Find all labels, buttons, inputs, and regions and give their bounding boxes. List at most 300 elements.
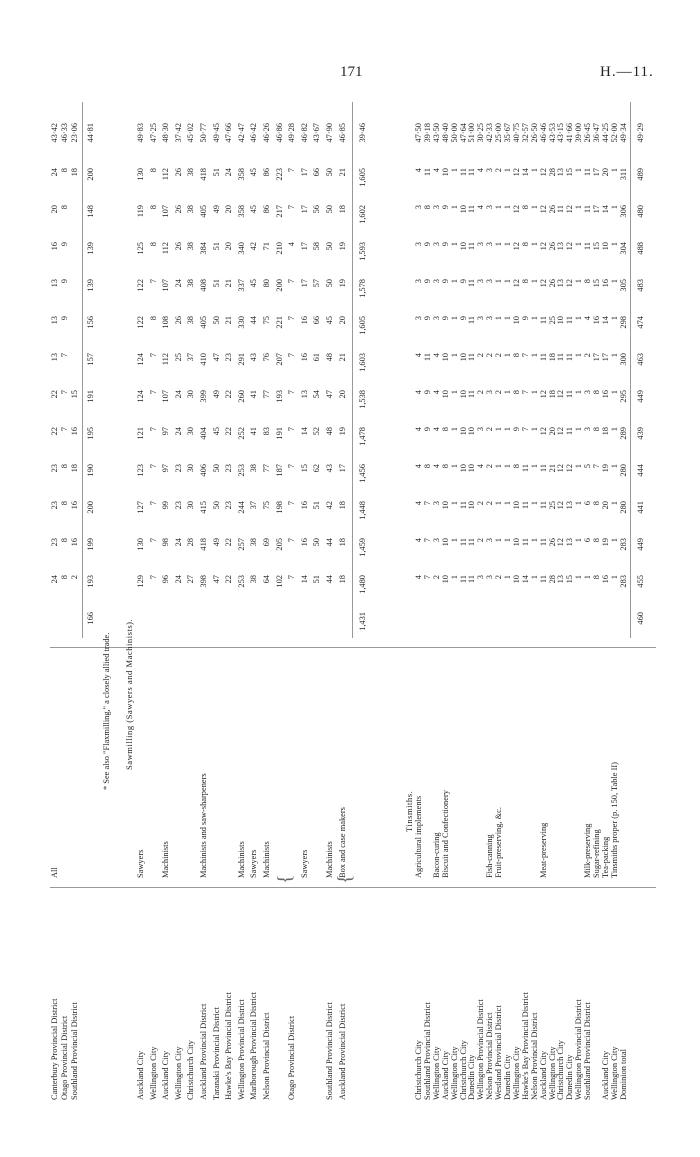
table-cell: 22: [50, 390, 59, 399]
table-cell: 11: [467, 575, 477, 584]
table-cell: 18: [70, 168, 79, 177]
district-label: Auckland City: [538, 1050, 548, 1100]
industry-label: Tea-packing: [600, 836, 610, 878]
table-cell: 42: [249, 242, 259, 251]
table-cell: 1: [503, 501, 512, 506]
table-cell: 280: [618, 501, 628, 514]
table-cell: 7: [520, 427, 530, 432]
industry-label: Bacon-curing: [431, 832, 441, 878]
table-cell: 4: [431, 427, 441, 432]
table-cell: 8: [148, 316, 158, 321]
table-cell: 122: [136, 279, 145, 292]
table-cell: 10: [440, 390, 450, 399]
table-cell: 17: [337, 464, 347, 473]
total-cell: 1,603: [358, 353, 368, 372]
table-cell: 50: [211, 501, 221, 510]
table-cell: 10: [458, 464, 468, 473]
table-cell: 7: [287, 390, 297, 395]
table-cell: 30: [186, 501, 196, 510]
table-cell: 28: [186, 538, 196, 547]
table-cell: 41: [249, 427, 259, 436]
table-cell: 26: [547, 538, 557, 547]
table-cell: 4: [414, 390, 423, 395]
table-cell: 223: [274, 168, 284, 181]
table-cell: 42·33: [485, 123, 495, 143]
table-cell: 3: [476, 575, 486, 580]
table-cell: 10: [600, 242, 610, 251]
table-cell: 399: [199, 390, 208, 403]
district-label: Wellington City: [511, 1046, 521, 1100]
table-cell: 1: [449, 168, 459, 173]
table-cell: 406: [199, 464, 208, 477]
table-cell: 49: [211, 390, 221, 399]
table-cell: 16: [299, 538, 309, 547]
table-cell: 1: [449, 538, 459, 543]
table-cell: 26: [547, 279, 557, 288]
table-cell: 64: [262, 575, 271, 584]
table-cell: 415: [199, 501, 208, 514]
total-cell: 199: [86, 538, 95, 551]
total-cell: 489: [635, 168, 645, 181]
district-label: Nelson Provincial District: [529, 1012, 539, 1100]
table-cell: 130: [136, 538, 145, 551]
table-cell: 8: [422, 464, 432, 469]
table-cell: 12: [565, 279, 575, 288]
table-cell: 16: [592, 316, 601, 325]
table-cell: 2: [485, 353, 495, 358]
table-cell: 50: [325, 242, 334, 251]
table-cell: 46·86: [274, 123, 284, 143]
table-cell: 50·77: [199, 123, 208, 143]
table-cell: 14: [299, 575, 309, 584]
table-cell: 4: [414, 575, 423, 580]
table-cell: 7: [148, 427, 158, 432]
table-cell: 9: [422, 390, 432, 395]
table-cell: 17: [299, 242, 309, 251]
table-cell: 1: [449, 205, 459, 210]
table-cell: 4: [476, 168, 486, 173]
table-cell: 2: [485, 501, 495, 506]
table-cell: 257: [236, 538, 246, 551]
table-cell: 122: [136, 316, 145, 329]
table-cell: 210: [274, 242, 284, 255]
table-cell: 12: [565, 205, 575, 214]
total-cell: 156: [86, 316, 95, 329]
table-cell: 38: [186, 279, 196, 288]
table-cell: 8: [511, 353, 521, 358]
table-cell: 12: [556, 464, 566, 473]
table-cell: 2: [476, 390, 486, 395]
table-cell: 52: [312, 427, 322, 436]
table-cell: 49·28: [287, 123, 297, 143]
table-cell: 17: [600, 353, 610, 362]
table-cell: 57: [312, 279, 322, 288]
table-cell: 43·53: [547, 123, 557, 143]
total-cell: 449: [635, 538, 645, 551]
table-cell: 3: [431, 279, 441, 284]
table-cell: 26: [173, 316, 183, 325]
table-cell: 8: [520, 242, 530, 247]
table-cell: 3: [476, 279, 486, 284]
industry-label: All: [50, 867, 59, 878]
district-label: Nelson Provincial District: [485, 1012, 495, 1100]
table-cell: 11: [422, 168, 432, 177]
table-cell: 45: [249, 279, 259, 288]
table-cell: 4: [414, 464, 423, 469]
table-cell: 12: [538, 168, 548, 177]
table-cell: 4: [431, 464, 441, 469]
table-cell: 7: [60, 353, 69, 358]
table-cell: 45: [211, 427, 221, 436]
table-cell: 14: [600, 205, 610, 214]
table-cell: 16: [70, 538, 79, 547]
table-cell: 30: [186, 427, 196, 436]
total-cell: 441: [635, 501, 645, 514]
table-cell: 121: [136, 427, 145, 440]
table-cell: 13: [565, 501, 575, 510]
table-cell: 30·25: [476, 123, 486, 143]
table-cell: 23·06: [70, 123, 79, 143]
table-cell: 11: [565, 390, 575, 399]
table-cell: 1: [449, 575, 459, 580]
table-cell: 205: [274, 538, 284, 551]
page-number: 171: [340, 64, 363, 80]
district-label: Otago Provincial District: [287, 1015, 297, 1100]
table-cell: 1: [503, 205, 512, 210]
table-cell: 3: [583, 390, 593, 395]
table-cell: 11: [556, 353, 566, 362]
table-cell: 1: [574, 427, 584, 432]
table-cell: 260: [236, 390, 246, 403]
table-cell: 7: [148, 353, 158, 358]
table-cell: 1: [609, 279, 619, 284]
table-cell: 3: [414, 242, 423, 247]
table-cell: 300: [618, 353, 628, 366]
table-cell: 66: [312, 168, 322, 177]
table-cell: 16: [600, 279, 610, 288]
table-cell: 7: [148, 501, 158, 506]
table-cell: 5: [583, 464, 593, 469]
table-cell: 3: [414, 316, 423, 321]
table-cell: 98: [161, 538, 171, 547]
total-cell: 444: [635, 464, 645, 477]
table-cell: 20: [337, 390, 347, 399]
table-cell: 4: [414, 168, 423, 173]
table-cell: 9: [422, 242, 432, 247]
table-cell: 7: [287, 316, 297, 321]
table-cell: 27: [186, 575, 196, 584]
table-cell: 48: [325, 427, 334, 436]
table-cell: 8: [511, 390, 521, 395]
table-cell: 12: [538, 427, 548, 436]
table-cell: 15: [565, 575, 575, 584]
table-cell: 47·66: [224, 123, 234, 143]
table-cell: 75: [262, 501, 271, 510]
table-cell: 408: [199, 279, 208, 292]
table-cell: 13: [565, 538, 575, 547]
table-cell: 10: [467, 501, 477, 510]
table-cell: 30: [186, 390, 196, 399]
table-cell: 46·42: [249, 123, 259, 143]
brace: {: [274, 874, 296, 884]
table-cell: 8: [592, 575, 601, 580]
total-cell: 1,605: [358, 168, 368, 187]
table-cell: 1: [574, 205, 584, 210]
footnote: * See also "Flaxmilling," a closely allied trade.: [102, 632, 111, 790]
table-cell: 26: [173, 205, 183, 214]
table-cell: 71: [262, 242, 271, 251]
table-cell: 16: [600, 390, 610, 399]
table-cell: 13: [556, 242, 566, 251]
table-cell: 13: [299, 390, 309, 399]
table-cell: 123: [136, 464, 145, 477]
table-cell: 337: [236, 279, 246, 292]
district-label: Southland Provincial District: [325, 1002, 334, 1100]
table-cell: 3: [485, 279, 495, 284]
table-cell: 418: [199, 168, 208, 181]
table-cell: 7: [287, 538, 297, 543]
table-cell: 7: [148, 538, 158, 543]
district-label: Wellington City: [547, 1046, 557, 1100]
industry-label: Machinists: [161, 841, 171, 878]
table-cell: 7: [60, 390, 69, 395]
table-cell: 11: [520, 501, 530, 510]
table-cell: 40·75: [511, 123, 521, 143]
table-cell: 30: [186, 464, 196, 473]
table-cell: 1: [449, 279, 459, 284]
table-cell: 10: [511, 538, 521, 547]
table-cell: 25: [547, 316, 557, 325]
district-label: Otago Provincial District: [60, 1015, 69, 1100]
table-cell: 50·00: [449, 123, 459, 143]
table-cell: 1: [529, 538, 539, 543]
table-cell: 18: [337, 205, 347, 214]
table-cell: 11: [565, 316, 575, 325]
total-cell: 166: [86, 612, 95, 625]
table-cell: 3: [431, 316, 441, 321]
table-cell: 13: [50, 353, 59, 362]
district-label: Wellington Provincial District: [476, 999, 486, 1100]
table-cell: 62: [312, 464, 322, 473]
table-cell: 1: [574, 575, 584, 580]
table-cell: 20: [547, 427, 557, 436]
table-cell: 11: [520, 538, 530, 547]
totals-rule: [352, 102, 353, 638]
total-cell: 1,478: [358, 427, 368, 446]
table-cell: 4: [431, 168, 441, 173]
table-cell: 1: [449, 316, 459, 321]
table-cell: 17: [299, 168, 309, 177]
table-cell: 1: [574, 279, 584, 284]
table-cell: 198: [274, 501, 284, 514]
table-cell: 21: [224, 279, 234, 288]
table-cell: 10: [511, 316, 521, 325]
table-cell: 11: [556, 205, 566, 214]
table-cell: 1: [494, 427, 504, 432]
table-cell: 8: [520, 279, 530, 284]
table-cell: 3: [583, 427, 593, 432]
table-cell: 35·67: [503, 123, 512, 143]
industry-label: Tinsmiths proper (p. 150, Table II): [609, 762, 619, 878]
table-cell: 17: [299, 279, 309, 288]
table-cell: 46·26: [262, 123, 271, 143]
table-cell: 1: [494, 242, 504, 247]
district-label: Auckland City: [440, 1050, 450, 1100]
table-cell: 16: [70, 427, 79, 436]
table-cell: 10: [511, 501, 521, 510]
table-cell: 49: [211, 538, 221, 547]
table-cell: 13: [556, 168, 566, 177]
table-cell: 8: [440, 464, 450, 469]
table-cell: 1: [503, 538, 512, 543]
table-cell: 295: [618, 390, 628, 403]
table-cell: 17: [592, 353, 601, 362]
table-cell: 405: [199, 205, 208, 218]
table-cell: 38: [249, 538, 259, 547]
table-cell: 12: [565, 242, 575, 251]
table-cell: 7: [287, 575, 297, 580]
table-cell: 1: [609, 427, 619, 432]
total-cell: 455: [635, 575, 645, 588]
table-cell: 41·66: [565, 123, 575, 143]
district-label: Nelson Provincial District: [262, 1012, 271, 1100]
industry-label: Sawyers: [136, 849, 145, 878]
table-cell: 97: [161, 464, 171, 473]
table-cell: 129: [136, 575, 145, 588]
table-cell: 1: [529, 242, 539, 247]
table-cell: 4: [414, 501, 423, 506]
district-label: Hawke's Bay Provincial District: [520, 992, 530, 1100]
table-cell: 11: [538, 316, 548, 325]
table-cell: 18: [600, 427, 610, 436]
table-cell: 15: [592, 279, 601, 288]
district-label: Wellington City: [431, 1046, 441, 1100]
table-cell: 10: [458, 205, 468, 214]
table-cell: 2: [494, 390, 504, 395]
table-cell: 9: [60, 316, 69, 321]
table-cell: 86: [262, 168, 271, 177]
table-cell: 4: [287, 242, 297, 247]
table-cell: 1: [529, 390, 539, 395]
table-cell: 1: [503, 390, 512, 395]
table-cell: 1: [529, 168, 539, 173]
table-cell: 2: [70, 575, 79, 580]
table-cell: 50: [211, 464, 221, 473]
table-cell: 48: [325, 353, 334, 362]
table-cell: 7: [60, 427, 69, 432]
table-cell: 10: [467, 464, 477, 473]
table-cell: 46·85: [337, 123, 347, 143]
table-cell: 6: [583, 538, 593, 543]
table-cell: 19: [337, 242, 347, 251]
table-cell: 12: [565, 464, 575, 473]
table-cell: 7: [287, 279, 297, 284]
table-cell: 1: [529, 205, 539, 210]
table-cell: 26·50: [529, 123, 539, 143]
table-cell: 9: [440, 205, 450, 210]
table-cell: 4: [476, 205, 486, 210]
table-cell: 16: [299, 501, 309, 510]
district-label: Wellington Provincial District: [574, 999, 584, 1100]
table-cell: 1: [609, 205, 619, 210]
table-cell: 11: [467, 242, 477, 251]
table-cell: 42·47: [236, 123, 246, 143]
table-cell: 1: [609, 538, 619, 543]
table-cell: 7: [148, 575, 158, 580]
table-cell: 108: [161, 316, 171, 329]
table-cell: 283: [618, 538, 628, 551]
total-cell: 200: [86, 168, 95, 181]
table-cell: 43·67: [312, 123, 322, 143]
table-cell: 18: [337, 501, 347, 510]
table-cell: 7: [422, 501, 432, 506]
table-cell: 4: [476, 464, 486, 469]
table-cell: 8: [592, 538, 601, 543]
table-cell: 48·30: [161, 123, 171, 143]
table-cell: 14: [299, 427, 309, 436]
table-cell: 9: [60, 242, 69, 247]
table-cell: 76: [262, 353, 271, 362]
table-cell: 19: [337, 427, 347, 436]
table-cell: 1: [609, 168, 619, 173]
column-divider-industry: [50, 647, 656, 648]
industry-label: Machinists and saw-sharpeners: [199, 773, 208, 878]
table-cell: 1: [574, 242, 584, 247]
table-cell: 47·90: [325, 123, 334, 143]
table-cell: 11: [458, 501, 468, 510]
table-cell: 7: [148, 390, 158, 395]
industry-label: Sugar-refining: [592, 829, 601, 878]
table-cell: 187: [274, 464, 284, 477]
table-cell: 26: [547, 242, 557, 251]
table-cell: 15: [565, 168, 575, 177]
table-cell: 16: [299, 316, 309, 325]
table-cell: 47: [211, 575, 221, 584]
table-cell: 7: [520, 353, 530, 358]
table-cell: 12: [538, 242, 548, 251]
table-cell: 7: [520, 390, 530, 395]
table-cell: 18: [337, 575, 347, 584]
table-cell: 4: [414, 427, 423, 432]
table-cell: 3: [414, 279, 423, 284]
table-cell: 50: [312, 538, 322, 547]
table-cell: 1: [503, 427, 512, 432]
table-cell: 11: [467, 279, 477, 288]
table-cell: 80: [262, 279, 271, 288]
table-cell: 2: [494, 168, 504, 173]
table-cell: 9: [422, 427, 432, 432]
table-cell: 45·02: [186, 123, 196, 143]
table-cell: 38: [186, 205, 196, 214]
industry-label: Fruit-preserving, &c.: [494, 807, 504, 878]
table-cell: 39·18: [422, 123, 432, 143]
table-cell: 43·15: [556, 123, 566, 143]
table-cell: 49·83: [136, 123, 145, 143]
table-cell: 49·34: [618, 123, 628, 143]
column-divider-district: [50, 887, 656, 888]
table-cell: 252: [236, 427, 246, 440]
table-cell: 9: [422, 279, 432, 284]
district-label: Wellington City: [449, 1046, 459, 1100]
table-cell: 280: [618, 464, 628, 477]
table-cell: 13: [556, 279, 566, 288]
table-cell: 9: [458, 279, 468, 284]
table-cell: 41: [249, 390, 259, 399]
table-cell: 404: [199, 427, 208, 440]
table-cell: 23: [50, 538, 59, 547]
table-cell: 1: [574, 168, 584, 173]
table-cell: 7: [287, 501, 297, 506]
